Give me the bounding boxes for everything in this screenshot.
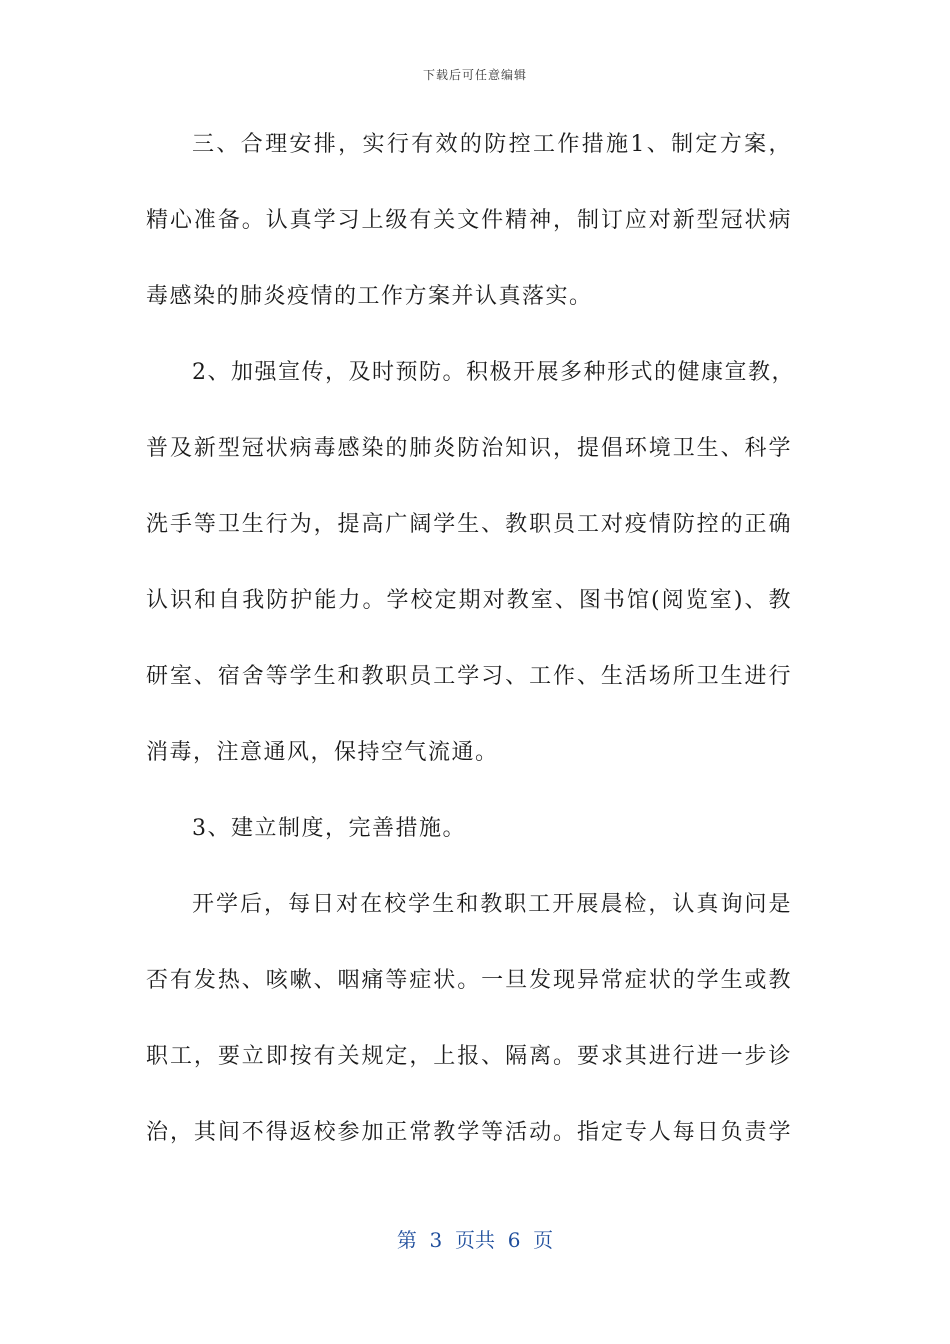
text-line: 研室、宿舍等学生和教职员工学习、工作、生活场所卫生进行: [146, 664, 792, 689]
page-number-footer: 第 3 页共 6 页: [396, 1228, 554, 1252]
text-line: 精心准备。认真学习上级有关文件精神，制订应对新型冠状病: [146, 208, 792, 233]
text-line: 认识和自我防护能力。学校定期对教室、图书馆(阅览室)、教: [146, 588, 792, 613]
text-line: 职工，要立即按有关规定，上报、隔离。要求其进行进一步诊: [146, 1044, 792, 1069]
text-line: 2、加强宣传，及时预防。积极开展多种形式的健康宣教，: [192, 360, 795, 385]
text-line: 3、建立制度，完善措施。: [192, 816, 466, 841]
text-line: 开学后，每日对在校学生和教职工开展晨检，认真询问是: [192, 892, 792, 917]
page-header: 下载后可任意编辑: [422, 68, 527, 82]
text-line: 毒感染的肺炎疫情的工作方案并认真落实。: [146, 284, 593, 309]
text-line: 否有发热、咳嗽、咽痛等症状。一旦发现异常症状的学生或教: [146, 968, 792, 993]
text-line: 治，其间不得返校参加正常教学等活动。指定专人每日负责学: [146, 1120, 792, 1145]
document-body: [146, 122, 795, 1186]
text-line: 普及新型冠状病毒感染的肺炎防治知识，提倡环境卫生、科学: [146, 436, 792, 461]
text-line: 洗手等卫生行为，提高广阔学生、教职员工对疫情防控的正确: [146, 512, 792, 537]
text-line: 三、合理安排，实行有效的防控工作措施1、制定方案，: [192, 132, 792, 157]
text-line: 消毒，注意通风，保持空气流通。: [146, 740, 499, 765]
